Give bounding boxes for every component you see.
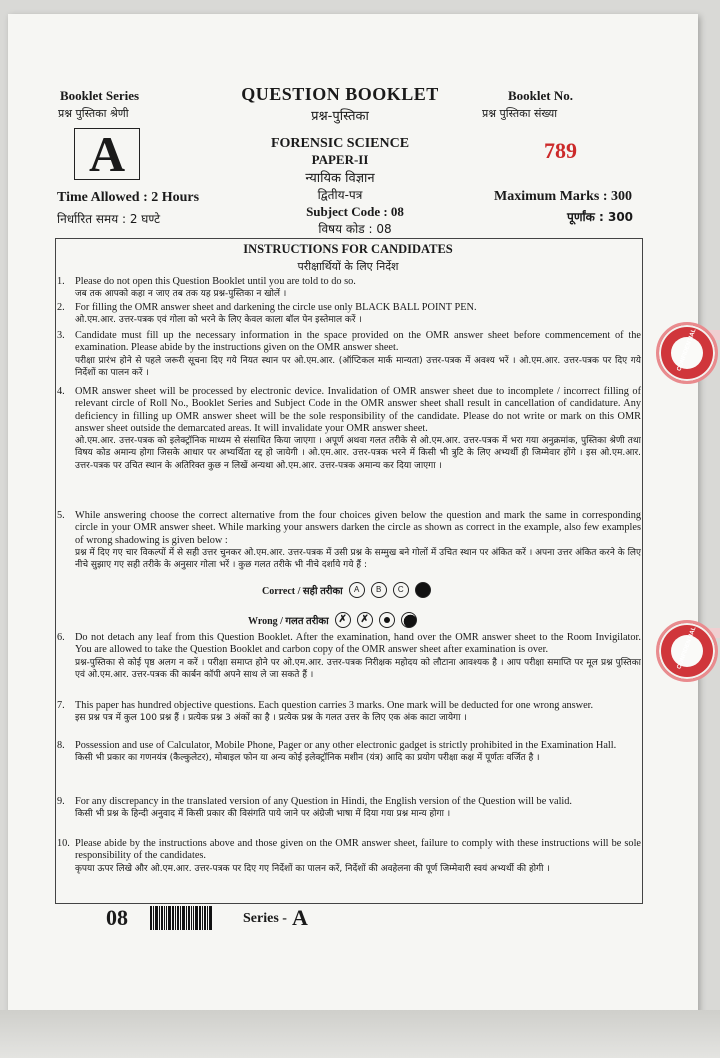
instruction-text-hindi: प्रश्न में दिए गए चार विकल्पों में से सही उत्तर चुनकर ओ.एम.आर. उत्तर-पत्रक में उसी प्रश्न के सम्मुख बने गोलों में उचित स्थान पर अंकित करें । अपना उत्तर अंकित करने के लिए नीचे सुझाए गए सही तरीके के अनुसार गोला भरें । कुछ गलत तरीके भी नीचे दर्शाये गये हैं : bbox=[75, 547, 641, 571]
instruction-text-hindi: इस प्रश्न पत्र में कुल 100 प्रश्न हैं । प्रत्येक प्रश्न 3 अंकों का है । प्रत्येक प्रश्न के गलत उत्तर के लिए एक अंक काटा जायेगा । bbox=[75, 713, 467, 724]
instruction-text-hindi: किसी भी प्रकार का गणनयंत्र (कैल्कुलेटर), मोबाइल फोन या अन्य कोई इलेक्ट्रॉनिक मशीन (यंत्र) आदि का प्रयोग परीक्षा कक्ष में पूर्णतः वर्जित है । bbox=[75, 753, 540, 764]
subject-code: Subject Code : 08 bbox=[306, 204, 404, 219]
booklet-heading bbox=[230, 84, 450, 203]
maximum-marks-hindi: पूर्णांक : 300 bbox=[567, 210, 634, 224]
instructions-title: INSTRUCTIONS FOR CANDIDATES bbox=[243, 242, 453, 256]
instruction-number: 3. bbox=[57, 330, 65, 341]
paper-name-hindi: द्वितीय-पत्र bbox=[317, 188, 363, 202]
bubble-partial bbox=[401, 612, 417, 628]
instruction-item bbox=[57, 796, 641, 821]
instruction-item bbox=[57, 700, 641, 725]
booklet-series-label-hindi: प्रश्न पुस्तिका श्रेणी bbox=[58, 107, 129, 120]
instruction-text-hindi: परीक्षा प्रारंभ होने से पहले जरूरी सूचना दिए गये नियत स्थान पर ओ.एम.आर. (ऑप्टिकल मार्क मान्यता) उत्तर-पत्रक में अवश्य भरें । ओ.एम.आर. उत्तर-पत्रक पर दिए गये निर्देशों का पालन करें । bbox=[75, 355, 641, 378]
instruction-item bbox=[57, 276, 641, 301]
instruction-text: For any discrepancy in the translated version of any Question in Hindi, the English version of the Question will be valid. bbox=[75, 796, 573, 807]
instruction-number: 10. bbox=[57, 838, 70, 849]
bubble-c: C bbox=[393, 582, 409, 598]
subject-name-hindi: न्यायिक विज्ञान bbox=[305, 171, 375, 186]
footer-series-label: Series - bbox=[243, 911, 287, 926]
instruction-number: 1. bbox=[57, 276, 65, 287]
instruction-text-hindi: किसी भी प्रश्न के हिन्दी अनुवाद में किसी प्रकार की विसंगति पाये जाने पर अंग्रेजी भाषा में दिया गया प्रश्न मान्य होगा । bbox=[75, 809, 451, 820]
instruction-number: 6. bbox=[57, 632, 65, 643]
instruction-text: OMR answer sheet will be processed by electronic device. Invalidation of OMR answer sheet due to incomplete / incorrect filling of relevant circle of Roll No., Booklet Series and Subject Code in the OMR answer sheet shall result in cancellation of candidature. Any deficiency in filling up OMR answer sheet will be the sole responsibility of the candidate. Please do not write or mark on this OMR answer sheet outside the demarcated areas. It will invalidate your OMR answer sheet. bbox=[75, 386, 641, 434]
correct-example-row bbox=[262, 582, 431, 598]
instruction-text: Do not detach any leaf from this Question Booklet. After the examination, hand over the OMR answer sheet to the Room Invigilator. You are allowed to take the Question Booklet and carbon copy of the OMR answer sheet after examination is over. bbox=[75, 632, 641, 656]
booklet-title: QUESTION BOOKLET bbox=[241, 84, 439, 104]
instruction-number: 5. bbox=[57, 510, 65, 521]
instruction-item bbox=[57, 740, 641, 765]
seal-label: CONFIDENTIAL bbox=[676, 625, 698, 671]
bubble-cross: ✗ bbox=[357, 612, 373, 628]
wrong-example-row bbox=[248, 612, 417, 628]
bubble-b: B bbox=[371, 582, 387, 598]
instruction-text-hindi: ओ.एम.आर. उत्तर-पत्रक एवं गोला को भरने के लिए केवल काला बॉल पेन इस्तेमाल करें । bbox=[75, 315, 362, 326]
bubble-dot bbox=[379, 612, 395, 628]
maximum-marks: Maximum Marks : 300 bbox=[494, 189, 633, 204]
confidential-seal bbox=[656, 620, 718, 682]
instruction-text: Please abide by the instructions above and those given on the OMR answer sheet, failure to comply with these instructions will be sole responsibility of the candidates. bbox=[75, 838, 641, 862]
booklet-no-label: Booklet No. bbox=[508, 88, 573, 103]
booklet-number: 789 bbox=[544, 138, 577, 163]
instruction-number: 2. bbox=[57, 302, 65, 313]
footer-series-letter: A bbox=[292, 905, 308, 930]
background-shade bbox=[0, 1010, 720, 1058]
instruction-number: 7. bbox=[57, 700, 65, 711]
bubble-filled bbox=[415, 582, 431, 598]
instruction-text: Possession and use of Calculator, Mobile Phone, Pager or any other electronic gadget is strictly prohibited in the Examination Hall. bbox=[75, 740, 617, 751]
instructions-title-hindi: परीक्षार्थियों के लिए निर्देश bbox=[297, 260, 399, 273]
instruction-text: For filling the OMR answer sheet and darkening the circle use only BLACK BALL POINT PEN. bbox=[75, 302, 477, 313]
subject-name: FORENSIC SCIENCE bbox=[270, 136, 410, 151]
instruction-item bbox=[57, 386, 641, 472]
time-allowed: Time Allowed : 2 Hours bbox=[57, 190, 200, 205]
instruction-number: 9. bbox=[57, 796, 65, 807]
instruction-item bbox=[57, 632, 641, 681]
instruction-number: 4. bbox=[57, 386, 65, 397]
instruction-item bbox=[57, 302, 641, 327]
subject-code-hindi: विषय कोड : 08 bbox=[318, 222, 392, 236]
bubble-a: A bbox=[349, 582, 365, 598]
instruction-item bbox=[57, 330, 641, 379]
booklet-no-label-hindi: प्रश्न पुस्तिका संख्या bbox=[482, 107, 558, 120]
instruction-text: Please do not open this Question Booklet until you are told to do so. bbox=[75, 276, 356, 287]
instruction-text-hindi: ओ.एम.आर. उत्तर-पत्रक को इलेक्ट्रॉनिक माध्यम से संसाधित किया जाएगा । अपूर्ण अथवा गलत तरीके से ओ.एम.आर. उत्तर-पत्रक में भरा गया अनुक्रमांक, पुस्तिका श्रेणी तथा विषय कोड अमान्य होगा जिसके आधार पर अभ्यर्थिता रद्द हो जायेगी । ओ.एम.आर. उत्तर-पत्रक भरने में किसी भी त्रुटि के लिए अभ्यर्थी ही जिम्मेवार होंगे । इस ओ.एम.आर. उत्तर-पत्रक पर उचित स्थान के अतिरिक्त कुछ न लिखें अन्यथा ओ.एम.आर. उत्तर-पत्रक अमान्य कर दिया जाएगा । bbox=[75, 436, 641, 471]
instruction-text: This paper has hundred objective questions. Each question carries 3 marks. One mark will be deducted for one wrong answer. bbox=[75, 700, 594, 711]
instruction-text: Candidate must fill up the necessary information in the space provided on the OMR answer sheet before commencement of the examination. Please abide by the instructions given on the OMR answer sheet. bbox=[75, 330, 641, 354]
instruction-number: 8. bbox=[57, 740, 65, 751]
booklet-series-label: Booklet Series bbox=[60, 88, 140, 103]
correct-example-label: Correct / सही तरीका bbox=[262, 586, 343, 597]
paper-name: PAPER-II bbox=[311, 152, 369, 167]
bubble-cross-checked: ✗ bbox=[335, 612, 351, 628]
time-allowed-hindi: निर्धारित समय : 2 घण्टे bbox=[57, 212, 161, 226]
seal-label: CONFIDENTIAL bbox=[676, 327, 698, 373]
instruction-text-hindi: जब तक आपको कहा न जाए तब तक यह प्रश्न-पुस्तिका न खोलें । bbox=[75, 289, 287, 300]
instruction-text: While answering choose the correct alternative from the four choices given below the question and mark the same in corresponding circle in your OMR answer sheet. While marking your answers darken the circle as shown as correct in the example, also few examples of wrong shadowing is given below : bbox=[75, 510, 641, 546]
instruction-text-hindi: कृपया ऊपर लिखे और ओ.एम.आर. उत्तर-पत्रक पर दिए गए निर्देशों का पालन करें, निर्देशों की अवहेलना की पूर्ण जिम्मेवारी स्वयं अभ्यर्थी की होगी । bbox=[75, 863, 550, 874]
confidential-seal bbox=[656, 322, 718, 384]
barcode bbox=[150, 906, 222, 930]
wrong-example-label: Wrong / गलत तरीका bbox=[248, 616, 329, 627]
instruction-item bbox=[57, 510, 641, 571]
booklet-title-hindi: प्रश्न-पुस्तिका bbox=[311, 109, 369, 124]
booklet-series-letter: A bbox=[74, 128, 140, 180]
footer-subject-number: 08 bbox=[106, 905, 128, 930]
instruction-text-hindi: प्रश्न-पुस्तिका से कोई पृष्ठ अलग न करें । परीक्षा समाप्त होने पर ओ.एम.आर. उत्तर-पत्रक निरीक्षक महोदय को लौटाना आवश्यक है । आप परीक्षा समाप्ति पर मूल प्रश्न पुस्तिका एवं ओ.एम.आर. उत्तर-पत्रक की कार्बन कॉपी अपने साथ ले जा सकते हैं । bbox=[75, 657, 641, 680]
instruction-item bbox=[57, 838, 641, 875]
